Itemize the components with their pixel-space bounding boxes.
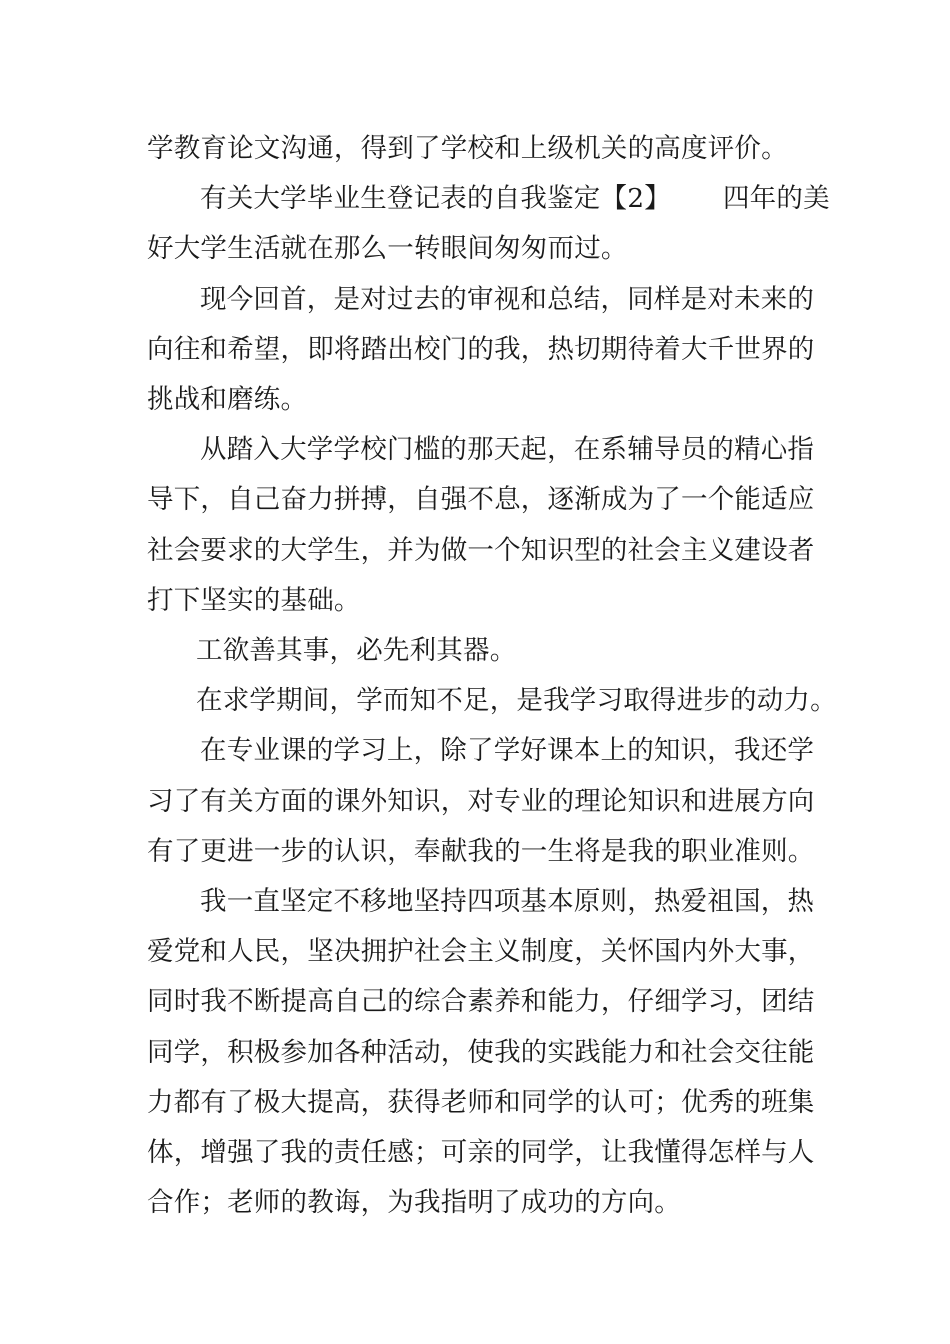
text-line: 社会要求的大学生，并为做一个知识型的社会主义建设者	[147, 535, 815, 566]
text-line: 同时我不断提高自己的综合素养和能力，仔细学习，团结	[147, 986, 815, 1017]
text-line: 向往和希望，即将踏出校门的我，热切期待着大千世界的	[147, 334, 815, 365]
text-line: 在求学期间，学而知不足，是我学习取得进步的动力。	[196, 685, 837, 716]
text-line: 工欲善其事，必先利其器。	[196, 635, 517, 666]
text-line: 导下，自己奋力拼搏，自强不息，逐渐成为了一个能适应	[147, 484, 815, 515]
text-line: 学教育论文沟通，得到了学校和上级机关的高度评价。	[147, 133, 788, 164]
text-line: 现今回首，是对过去的审视和总结，同样是对未来的	[200, 284, 815, 315]
text-line: 打下坚实的基础。	[147, 585, 361, 616]
text-line: 在专业课的学习上，除了学好课本上的知识，我还学	[200, 735, 815, 766]
text-fragment: 四年的美	[722, 183, 830, 214]
text-line: 爱党和人民，坚决拥护社会主义制度，关怀国内外大事，	[147, 936, 815, 967]
text-line: 合作；老师的教诲，为我指明了成功的方向。	[147, 1187, 681, 1218]
text-line: 挑战和磨练。	[147, 384, 308, 415]
text-line: 我一直坚定不移地坚持四项基本原则，热爱祖国，热	[200, 886, 815, 917]
text-line: 力都有了极大提高，获得老师和同学的认可；优秀的班集	[147, 1087, 815, 1118]
text-line: 从踏入大学学校门槛的那天起，在系辅导员的精心指	[200, 434, 815, 465]
text-line: 同学，积极参加各种活动，使我的实践能力和社会交往能	[147, 1037, 815, 1068]
text-line: 有了更进一步的认识，奉献我的一生将是我的职业准则。	[147, 836, 815, 867]
text-line: 体，增强了我的责任感；可亲的同学，让我懂得怎样与人	[147, 1137, 815, 1168]
text-line: 好大学生活就在那么一转眼间匆匆而过。	[147, 233, 628, 264]
section-heading-line	[200, 183, 830, 215]
section-heading: 有关大学毕业生登记表的自我鉴定【2】	[200, 183, 671, 214]
text-line: 习了有关方面的课外知识，对专业的理论知识和进展方向	[147, 786, 815, 817]
